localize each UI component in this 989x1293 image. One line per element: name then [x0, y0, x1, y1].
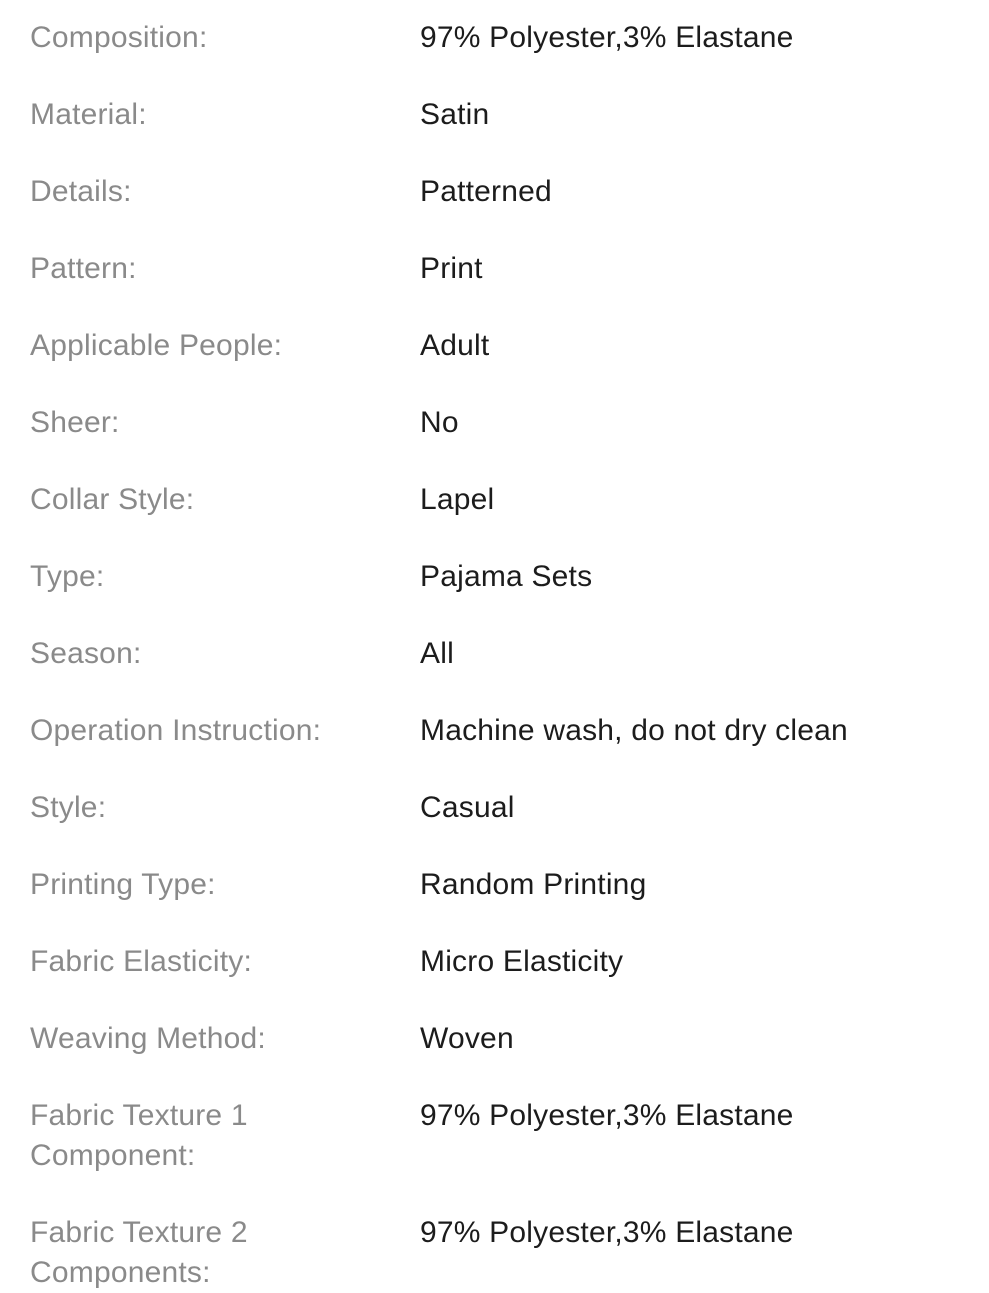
spec-label: Details:	[30, 175, 132, 208]
spec-label: Applicable People:	[30, 329, 283, 362]
spec-value: Patterned	[420, 175, 552, 208]
table-row	[0, 480, 989, 520]
spec-label: Fabric Texture 2 Components:	[30, 1216, 248, 1289]
spec-value: Machine wash, do not dry clean	[420, 714, 848, 747]
spec-label: Collar Style:	[30, 483, 195, 516]
spec-label: Pattern:	[30, 252, 137, 285]
spec-value: Print	[420, 252, 483, 285]
spec-value: No	[420, 406, 459, 439]
table-row	[0, 249, 989, 289]
table-row	[0, 557, 989, 597]
table-row	[0, 172, 989, 212]
table-row	[0, 711, 989, 751]
spec-value: Casual	[420, 791, 515, 824]
spec-label: Fabric Texture 1 Component:	[30, 1099, 248, 1172]
table-row	[0, 865, 989, 905]
spec-value: Micro Elasticity	[420, 945, 624, 978]
spec-value: 97% Polyester,3% Elastane	[420, 1216, 794, 1249]
spec-value: All	[420, 637, 454, 670]
spec-label: Style:	[30, 791, 107, 824]
spec-value: Random Printing	[420, 868, 647, 901]
spec-label: Material:	[30, 98, 147, 131]
table-row	[0, 1213, 989, 1293]
table-row	[0, 18, 989, 58]
table-row	[0, 942, 989, 982]
table-row	[0, 788, 989, 828]
table-row	[0, 326, 989, 366]
spec-value: Woven	[420, 1022, 514, 1055]
spec-value: Pajama Sets	[420, 560, 593, 593]
spec-value: Lapel	[420, 483, 495, 516]
spec-label: Fabric Elasticity:	[30, 945, 252, 978]
spec-label: Printing Type:	[30, 868, 216, 901]
spec-label: Sheer:	[30, 406, 120, 439]
spec-label: Weaving Method:	[30, 1022, 266, 1055]
table-row	[0, 634, 989, 674]
spec-value: Adult	[420, 329, 490, 362]
spec-label: Composition:	[30, 21, 208, 54]
table-row	[0, 1096, 989, 1176]
table-row	[0, 95, 989, 135]
spec-label: Operation Instruction:	[30, 714, 322, 747]
spec-value: 97% Polyester,3% Elastane	[420, 21, 794, 54]
spec-value: Satin	[420, 98, 490, 131]
spec-label: Season:	[30, 637, 142, 670]
spec-label: Type:	[30, 560, 105, 593]
spec-value: 97% Polyester,3% Elastane	[420, 1099, 794, 1132]
table-row	[0, 1019, 989, 1059]
table-row	[0, 403, 989, 443]
